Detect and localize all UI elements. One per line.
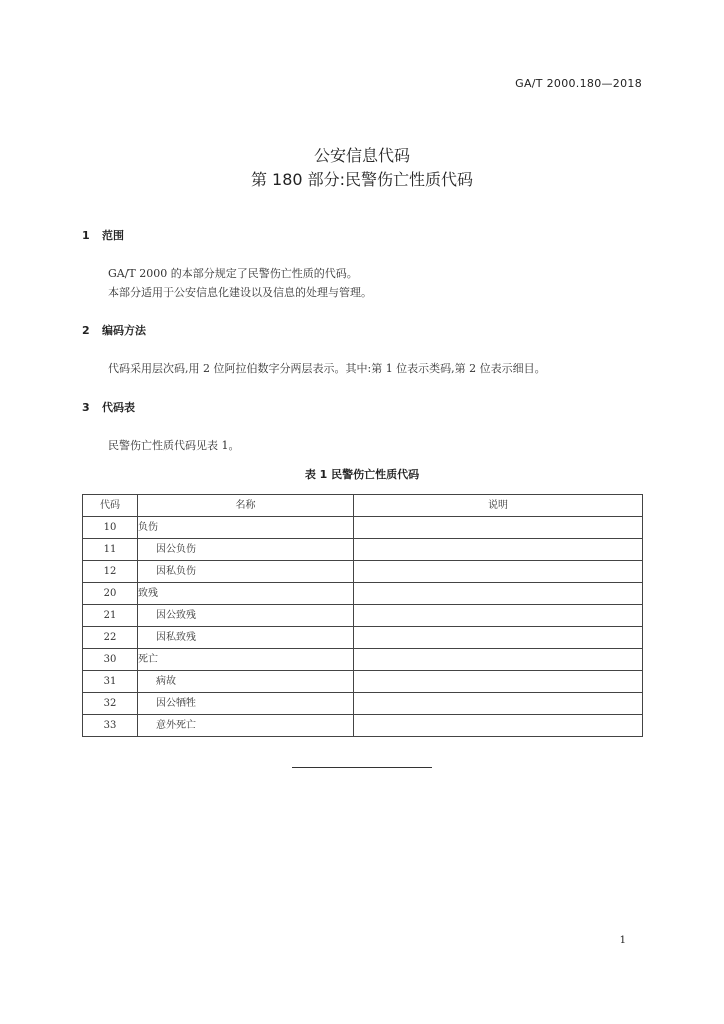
table-row xyxy=(83,627,643,649)
code-cell: 20 xyxy=(83,583,138,605)
code-cell: 10 xyxy=(83,517,138,539)
desc-cell xyxy=(354,715,643,737)
table-row xyxy=(83,649,643,671)
section-heading-scope xyxy=(82,227,124,243)
name-cell: 意外死亡 xyxy=(138,715,354,737)
table-row xyxy=(83,671,643,693)
section-number: 2 xyxy=(82,324,90,337)
document-subtitle: 第 180 部分:民警伤亡性质代码 xyxy=(250,170,474,189)
desc-cell xyxy=(354,539,643,561)
paragraph: 民警伤亡性质代码见表 1。 xyxy=(108,439,240,452)
table-row xyxy=(83,693,643,715)
desc-cell xyxy=(354,627,643,649)
paragraph: GA/T 2000 的本部分规定了民警伤亡性质的代码。 xyxy=(108,267,358,280)
header-code: 代码 xyxy=(83,495,138,517)
section-title: 代码表 xyxy=(102,401,135,414)
paragraph: 本部分适用于公安信息化建设以及信息的处理与管理。 xyxy=(108,286,372,299)
name-cell: 病故 xyxy=(138,671,354,693)
desc-cell xyxy=(354,649,643,671)
name-cell: 因私致残 xyxy=(138,627,354,649)
table-row xyxy=(83,583,643,605)
name-cell: 因公致残 xyxy=(138,605,354,627)
table-row xyxy=(83,561,643,583)
document-title: 公安信息代码 xyxy=(313,146,410,165)
section-number: 3 xyxy=(82,401,90,414)
section-heading-code-table xyxy=(82,399,135,415)
code-cell: 33 xyxy=(83,715,138,737)
table-row xyxy=(83,539,643,561)
table-row xyxy=(83,605,643,627)
end-rule-divider xyxy=(292,767,432,768)
table-caption: 表 1 民警伤亡性质代码 xyxy=(304,468,420,481)
header-desc: 说明 xyxy=(354,495,643,517)
code-cell: 11 xyxy=(83,539,138,561)
code-cell: 32 xyxy=(83,693,138,715)
code-cell: 31 xyxy=(83,671,138,693)
desc-cell xyxy=(354,693,643,715)
name-cell: 致残 xyxy=(138,583,354,605)
table-row xyxy=(83,517,643,539)
page-number: 1 xyxy=(619,935,626,946)
desc-cell xyxy=(354,583,643,605)
section-title: 范围 xyxy=(102,229,124,242)
desc-cell xyxy=(354,605,643,627)
name-cell: 因私负伤 xyxy=(138,561,354,583)
desc-cell xyxy=(354,561,643,583)
code-table xyxy=(82,494,643,737)
desc-cell xyxy=(354,671,643,693)
table-row xyxy=(83,715,643,737)
section-heading-coding-method xyxy=(82,322,146,338)
section-title: 编码方法 xyxy=(102,324,146,337)
standard-code: GA/T 2000.180—2018 xyxy=(515,77,642,90)
table-header-row xyxy=(83,495,643,517)
desc-cell xyxy=(354,517,643,539)
name-cell: 死亡 xyxy=(138,649,354,671)
header-name: 名称 xyxy=(138,495,354,517)
code-cell: 22 xyxy=(83,627,138,649)
section-number: 1 xyxy=(82,229,90,242)
name-cell: 因公负伤 xyxy=(138,539,354,561)
code-cell: 21 xyxy=(83,605,138,627)
code-cell: 30 xyxy=(83,649,138,671)
name-cell: 负伤 xyxy=(138,517,354,539)
code-cell: 12 xyxy=(83,561,138,583)
name-cell: 因公牺牲 xyxy=(138,693,354,715)
paragraph: 代码采用层次码,用 2 位阿拉伯数字分两层表示。其中:第 1 位表示类码,第 2 位表示细目。 xyxy=(108,362,546,375)
